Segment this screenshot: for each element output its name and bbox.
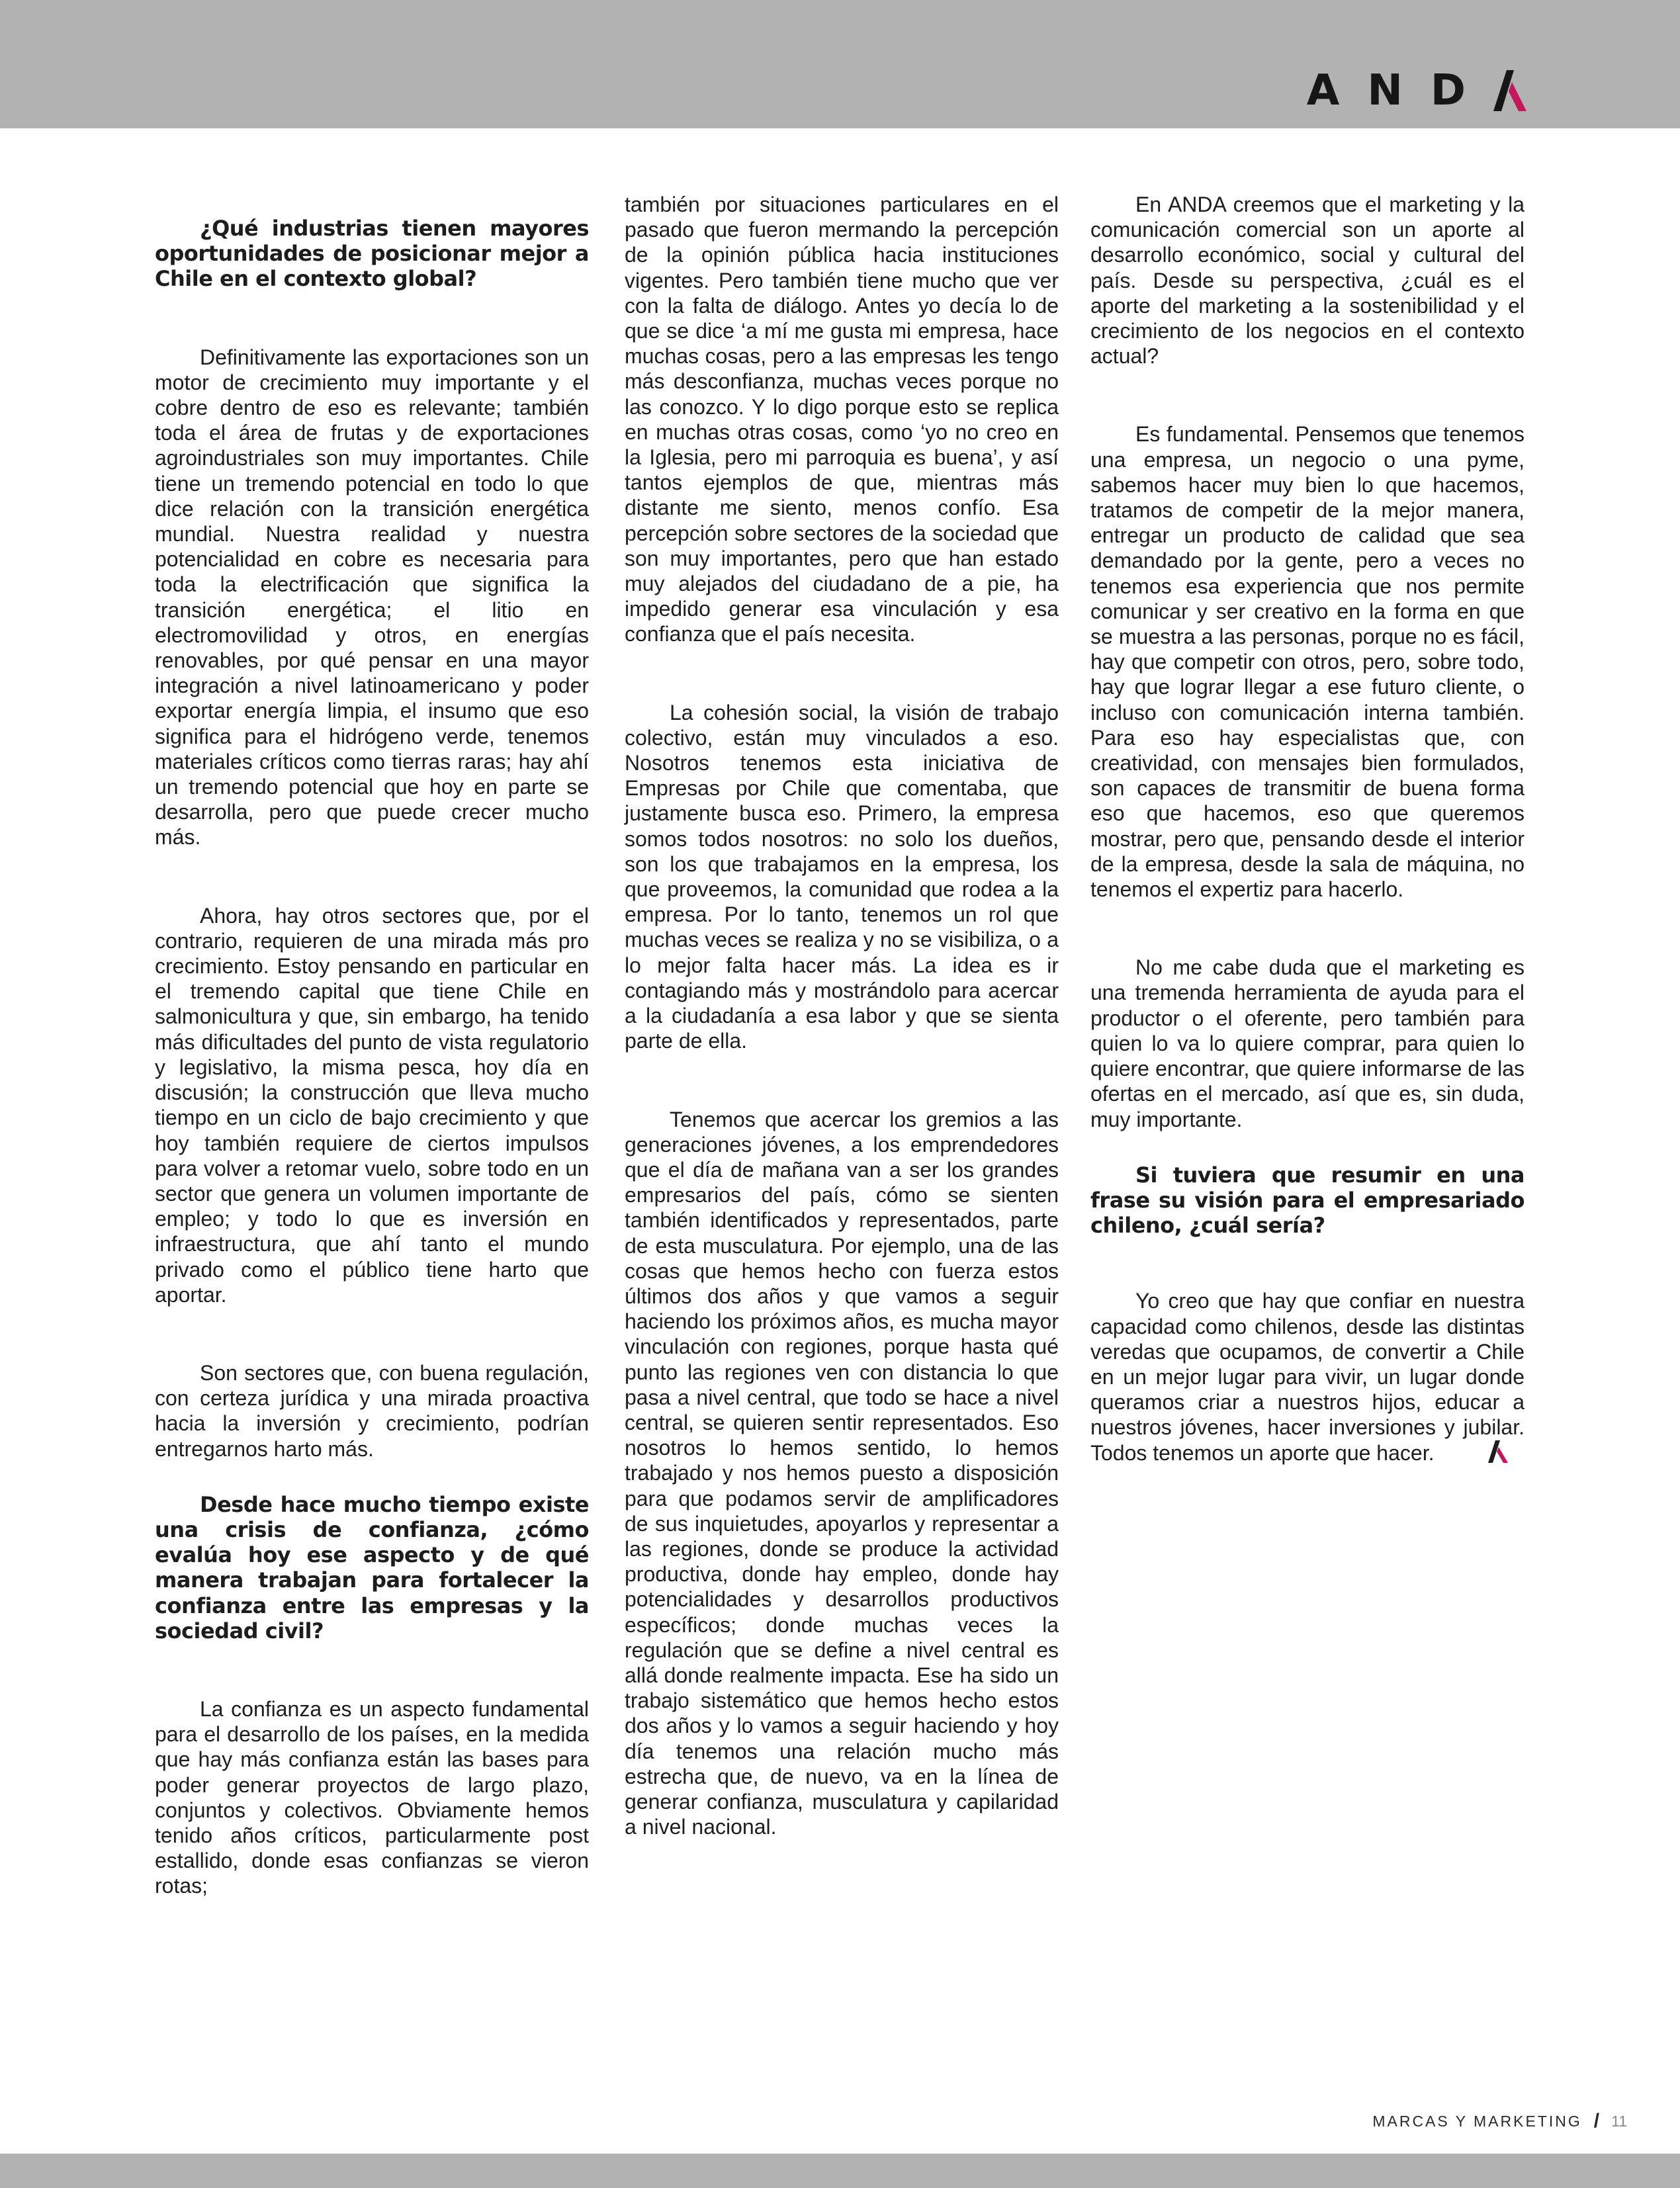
- interview-question: En ANDA creemos que el marketing y la comunicación comercial son un aporte al desarrollo económico, social y cultural del país. Desde su perspectiva, ¿cuál es el aporte del marketing a la sostenibilidad y el crecimiento de los negocios en el contexto actual?: [1090, 193, 1525, 369]
- answer-paragraph: [1090, 1288, 1525, 1467]
- footer-separator: /: [1593, 2110, 1600, 2132]
- logo-letter-a: A: [1306, 66, 1340, 115]
- answer-paragraph: Tenemos que acercar los gremios a las generaciones jóvenes, a los emprendedores que el día de mañana van a ser los grandes empresarios del país, cómo se sienten también identificados y representados, parte de esta musculatura. Por ejemplo, una de las cosas que hemos hecho con fuerza estos últimos dos años y que vamos a seguir haciendo los próximos años, es mucha mayor vinculación con regiones, porque hasta qué punto las regiones ven con distancia lo que pasa a nivel central, que todo se hace a nivel central, se quieren sentir representados. Eso nosotros lo hemos sentido, lo hemos trabajado y nos hemos puesto a disposición para que podamos servir de amplificadores de sus inquietudes, apoyarlos y representar a las regiones, donde se produce la actividad productiva, donde hay empleo, donde hay potencialidades y desarrollos productivos específicos; donde muchas veces la regulación que se define a nivel central es allá donde realmente impacta. Ese ha sido un trabajo sistemático que hemos hecho estos dos años y lo vamos a seguir haciendo y hoy día tenemos una relación mucho más estrecha que, de nuevo, va en la línea de generar confianza, musculatura y capilaridad a nivel nacional.: [625, 1107, 1059, 1839]
- interview-question: Desde hace mucho tiempo existe una crisis de confianza, ¿cómo evalúa hoy ese aspecto y de qué manera trabajan para fortalecer la confianza entre las empresas y la sociedad civil?: [155, 1491, 589, 1643]
- answer-paragraph: Es fundamental. Pensemos que tenemos una empresa, un negocio o una pyme, sabemos hacer muy bien lo que hacemos, tratamos de competir de la mejor manera, entregar un producto de calidad que sea demandado por la gente, pero a veces no tenemos esa experiencia que nos permite comunicar y ser creativo en la forma en que se muestra a las personas, porque no es fácil, hay que competir con otros, pero, sobre todo, hay que lograr llegar a ese futuro cliente, o incluso con comunicación interna también. Para eso hay especialistas que, con creatividad, con mensajes bien formulados, son capaces de transmitir de buena forma eso que hacemos, eso que queremos mostrar, pero que, pensando desde el interior de la empresa, desde la sala de máquina, no tenemos el expertiz para hacerlo.: [1090, 422, 1525, 902]
- header-bar: [0, 0, 1680, 128]
- interview-question: ¿Qué industrias tienen mayores oportunidades de posicionar mejor a Chile en el contexto global?: [155, 216, 589, 292]
- anda-logo: [1306, 66, 1526, 115]
- answer-paragraph: Definitivamente las exportaciones son un motor de crecimiento muy importante y el cobre dentro de eso es relevante; también toda el área de frutas y de exportaciones agroindustriales son muy importantes. Chile tiene un tremendo potencial en todo lo que dice relación con la transición energética mundial. Nuestra realidad y nuestra potencialidad en cobre es necesaria para toda la electrificación que significa la transición energética; el litio en electromovilidad y otros, en energías renovables, por qué pensar en una mayor integración a nivel latinoamericano y poder exportar energía limpia, el insumo que eso significa para el hidrógeno verde, tenemos materiales críticos como tierras raras; hay ahí un tremendo potencial que hoy en parte se desarrolla, pero que puede crecer mucho más.: [155, 345, 589, 850]
- page-footer: [1372, 2110, 1627, 2132]
- anda-triangle-logo-icon: [1493, 70, 1526, 111]
- footer-section-title: MARCAS Y MARKETING: [1372, 2112, 1582, 2130]
- article-column-2: [625, 192, 1059, 1892]
- logo-letter-n: N: [1367, 66, 1403, 115]
- answer-paragraph: Ahora, hay otros sectores que, por el contrario, requieren de una mirada más pro crecimiento. Estoy pensando en particular en el tremendo capital que tiene Chile en salmonicultura y que, sin embargo, ha tenido más dificultades del punto de vista regulatorio y legislativo, la misma pesca, hoy día en discusión; la construcción que lleva mucho tiempo en un ciclo de bajo crecimiento y que hoy también requiere de ciertos impulsos para volver a retomar vuelo, sobre todo en un sector que genera un volumen importante de empleo; y todo lo que es inversión en infraestructura, que ahí tanto el mundo privado como el público tiene harto que aportar.: [155, 903, 589, 1307]
- page-number: 11: [1611, 2112, 1627, 2130]
- answer-paragraph: Son sectores que, con buena regulación, con certeza jurídica y una mirada proactiva hacia la inversión y crecimiento, podrían entregarnos harto más.: [155, 1360, 589, 1461]
- closing-answer-text: Yo creo que hay que confiar en nuestra capacidad como chilenos, desde las distintas veredas que ocupamos, de convertir a Chile en un mejor lugar para vivir, un lugar donde queramos criar a nuestros hijos, educar a nuestros jóvenes, hacer inversiones y jubilar. Todos tenemos un aporte que hacer.: [1090, 1289, 1525, 1465]
- answer-paragraph: La cohesión social, la visión de trabajo colectivo, están muy vinculados a eso. Nosotros tenemos esta iniciativa de Empresas por Chile que comentaba, que justamente busca eso. Primero, la empresa somos todos nosotros: no solo los dueños, son los que trabajamos en la empresa, los que proveemos, la comunidad que rodea a la empresa. Por lo tanto, tenemos un rol que muchas veces se realiza y no se visibiliza, o a lo mejor falta hacer más. La idea es ir contagiando más y mostrándolo para acercar a la ciudadanía a esa labor y que se sienta parte de ella.: [625, 700, 1059, 1053]
- page-edge: [1662, 128, 1680, 2153]
- interview-question: Si tuviera que resumir en una frase su visión para el empresariado chileno, ¿cuál sería?: [1090, 1162, 1525, 1239]
- end-of-article-icon: [1443, 1440, 1508, 1468]
- answer-paragraph: La confianza es un aspecto fundamental para el desarrollo de los países, en la medida que hay más confianza están las bases para poder generar proyectos de largo plazo, conjuntos y colectivos. Obviamente hemos tenido años críticos, particularmente post estallido, donde esas confianzas se vieron rotas;: [155, 1696, 589, 1898]
- footer-bar: [0, 2154, 1680, 2188]
- answer-paragraph: también por situaciones particulares en el pasado que fueron mermando la percepción de la opinión pública hacia instituciones vigentes. Pero también tiene mucho que ver con la falta de diálogo. Antes yo decía lo de que se dice ‘a mí me gusta mi empresa, hace muchas cosas, pero a las empresas les tengo más desconfianza, muchas veces porque no las conozco. Y lo digo porque esto se replica en muchas otras cosas, como ‘yo no creo en la Iglesia, pero mi parroquia es buena’, y así tantos ejemplos de que, mientras más distante me siento, menos confío. Esa percepción sobre sectores de la sociedad que son muy importantes, pero que han estado muy alejados del ciudadano de a pie, ha impedido generar esa vinculación y esa confianza que el país necesita.: [625, 193, 1059, 646]
- article-column-1: [155, 216, 589, 1952]
- logo-letter-d: D: [1430, 66, 1466, 115]
- article-column-3: [1090, 192, 1525, 1521]
- answer-paragraph: No me cabe duda que el marketing es una tremenda herramienta de ayuda para el productor o el oferente, pero también para quien lo va lo quiere comprar, para quien lo quiere encontrar, que quiere informarse de las ofertas en el mercado, así que es, sin duda, muy importante.: [1090, 955, 1525, 1131]
